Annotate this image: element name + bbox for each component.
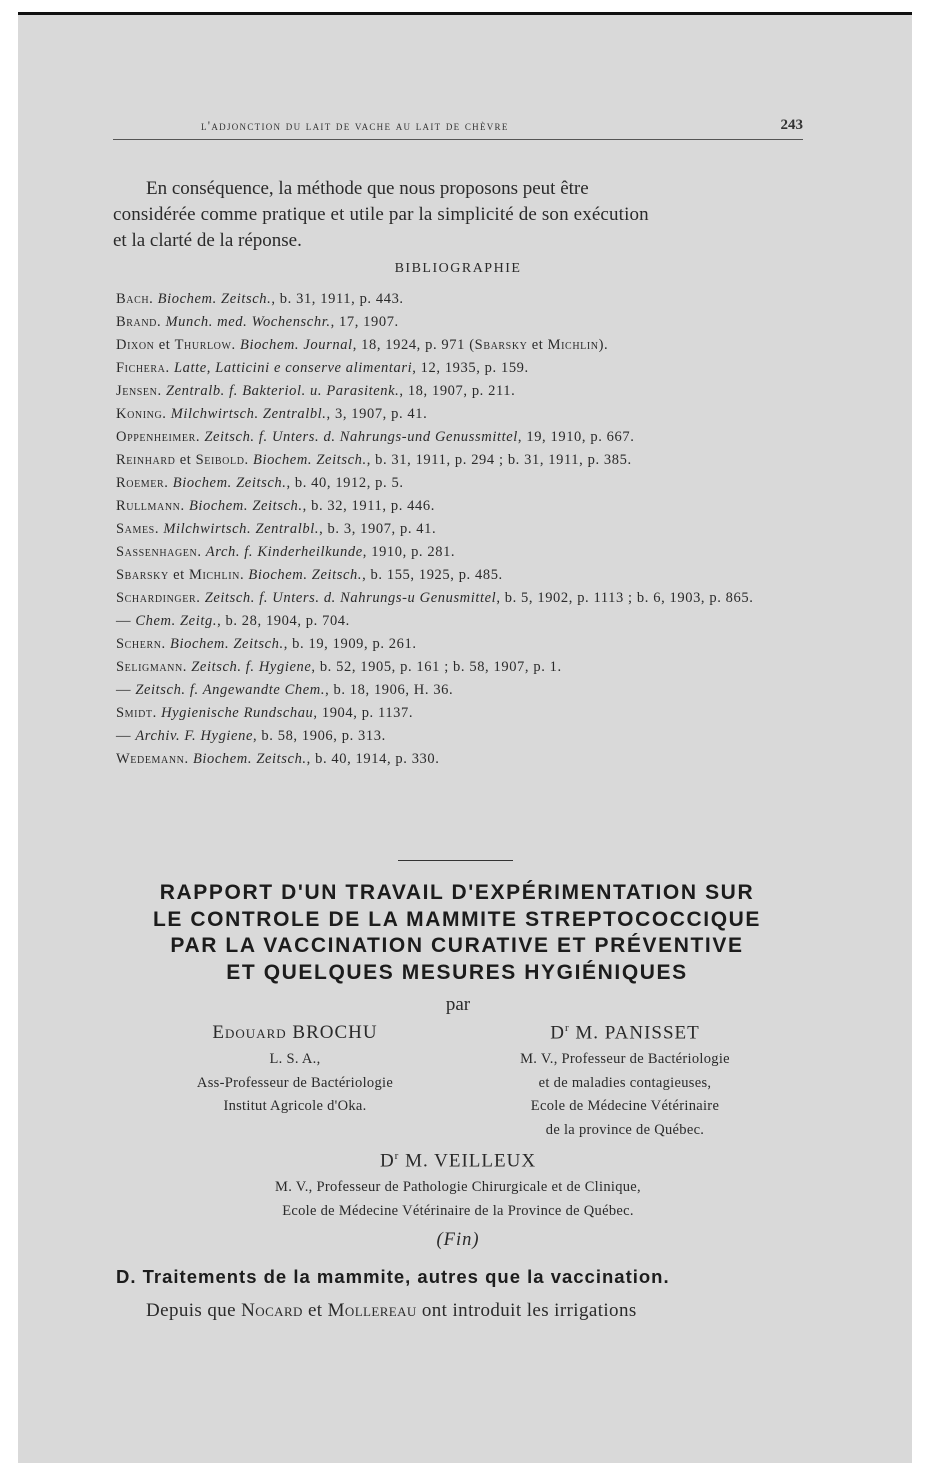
ref-journal: Hygienische Rundschau [161,705,314,721]
ref-journal: Zeitsch. f. Hygiene [191,659,312,675]
article-title [102,880,812,986]
section-divider [398,860,513,861]
bibliography-entry [116,518,816,541]
ref-details: , b. 3, 1907, p. 41. [319,521,437,537]
ref-journal: Zeitsch. f. Unters. d. Nahrungs-u Genusmittel [204,590,497,606]
ref-journal: Arch. f. Kinderheilkunde [205,544,363,560]
bibliography-entry [116,748,816,771]
bibliography-entry [116,311,816,334]
ref-details: , b. 5, 1902, p. 1113 ; b. 6, 1903, p. 865. [496,590,754,606]
ref-details: ). [598,337,609,353]
ref-author: Oppenheimer. [116,429,201,445]
intro-line-1: En conséquence, la méthode que nous proposons peut être [146,178,589,199]
ref-author: Sbarsky [474,337,528,353]
ref-author: Sbarsky [116,567,169,583]
ref-author: Dixon [116,337,155,353]
ref-details: , 1910, p. 281. [362,544,456,560]
ref-author: Brand. [116,314,162,330]
bibliography-entry [116,357,816,380]
ref-author: — [116,728,132,744]
text-segment: et [302,1300,328,1321]
ref-details: , b. 52, 1905, p. 161 ; b. 58, 1907, p. 1. [311,659,562,675]
title-line: LE CONTROLE DE LA MAMMITE STREPTOCOCCIQUE [152,907,762,931]
author-lastname: BROCHU [292,1022,378,1043]
author-name [140,1022,450,1044]
author-affiliation-line: M. V., Professeur de Pathologie Chirurgicale et de Clinique, [275,1179,641,1196]
ref-journal: Biochem. Zeitsch. [170,636,284,652]
ref-journal: Milchwirtsch. Zentralbl. [170,406,327,422]
ref-author: Fichera. [116,360,170,376]
ref-journal: Biochem. Zeitsch. [248,567,363,583]
ref-details: , 18, 1924, p. 971 ( [352,337,475,353]
ref-author: Seligmann. [116,659,188,675]
ref-author: Bach. [116,291,154,307]
author-affiliation-line: Institut Agricole d'Oka. [223,1098,367,1114]
section-heading: D. Traitements de la mammite, autres que la vaccination. [116,1266,670,1287]
ref-author: Schern. [116,636,166,652]
ref-details: , b. 28, 1904, p. 704. [217,613,350,629]
author-affiliation-line: et de maladies contagieuses, [538,1074,712,1091]
ref-details: , b. 40, 1912, p. 5. [286,475,404,491]
ref-connector: et [527,337,548,353]
ref-details: , 1904, p. 1137. [313,705,414,721]
ref-journal: Munch. med. Wochenschr. [165,314,331,330]
bibliography-entry [116,426,816,449]
ref-journal: Zeitsch. f. Unters. d. Nahrungs-und Genussmittel [204,429,518,445]
author-lastname: M. PANISSET [575,1022,700,1044]
ref-author: Sassenhagen. [116,544,202,560]
bibliography-entry [116,472,816,495]
title-line: RAPPORT D'UN TRAVAIL D'EXPÉRIMENTATION SUR [159,881,755,904]
ref-author: Michlin. [188,567,245,583]
ref-details: , 17, 1907. [330,314,399,330]
fin-label: (Fin) [436,1230,480,1250]
ref-details: , b. 19, 1909, p. 261. [283,636,417,652]
ref-details: , b. 31, 1911, p. 443. [271,291,404,307]
ref-details: , b. 31, 1911, p. 294 ; b. 31, 1911, p. 385. [366,452,632,468]
ref-details: , 18, 1907, p. 211. [399,383,516,399]
page-number: 243 [780,117,803,133]
author-prefix: D [379,1150,395,1172]
ref-author: Michlin [547,337,599,353]
ref-details: , b. 32, 1911, p. 446. [302,498,435,514]
ref-author: Jensen. [116,383,162,399]
ref-author: — [116,682,132,698]
par-label: par [445,994,471,1015]
bibliography-entry [116,564,816,587]
bibliography-list [116,288,816,771]
ref-journal: Biochem. Zeitsch. [188,498,303,514]
bibliography-entry [116,702,816,725]
author-affiliation-line: M. V., Professeur de Bactériologie [520,1051,730,1068]
ref-journal: Biochem. Zeitsch. [252,452,367,468]
ref-author: Wedemann. [116,751,189,767]
author-affiliation-line: Ecole de Médecine Vétérinaire [530,1098,720,1115]
ref-details: , b. 155, 1925, p. 485. [362,567,503,583]
bibliography-entry [116,449,816,472]
ref-connector: et [158,337,175,353]
ref-journal: Biochem. Zeitsch. [157,291,272,307]
bibliography-entry [116,679,816,702]
bibliography-entry [116,288,816,311]
ref-details: , b. 40, 1914, p. 330. [306,751,440,767]
ref-details: , b. 58, 1906, p. 313. [252,728,386,744]
ref-author: Schardinger. [116,590,201,606]
title-line: PAR LA VACCINATION CURATIVE ET PRÉVENTIVE [170,934,744,957]
ref-author: Rullmann. [116,498,185,514]
ref-connector: et [179,452,196,468]
ref-author: Thurlow. [174,337,236,353]
running-title: l'adjonction du lait de vache au lait de chèvre [201,119,509,133]
bibliography-entry [116,633,816,656]
ref-journal: Biochem. Journal [240,337,353,353]
ref-author: Roemer. [116,475,169,491]
bibliography-entry [116,380,816,403]
ref-author: — [116,613,132,629]
author-prefix: D [550,1022,565,1044]
author-firstname: Edouard [212,1022,287,1043]
author-affiliation-line: L. S. A., [269,1051,321,1067]
ref-journal: Biochem. Zeitsch. [172,475,287,491]
ref-journal: Chem. Zeitg. [135,613,218,629]
intro-line-2: considérée comme pratique et utile par la simplicité de son exécution [113,204,649,225]
ref-details: , 19, 1910, p. 667. [517,429,635,445]
bibliography-entry [116,541,816,564]
author-affiliation-line: Ass-Professeur de Bactériologie [196,1074,394,1091]
ref-author: Sames. [116,521,160,537]
ref-author: Smidt. [116,705,157,721]
ref-author: Seibold. [195,452,249,468]
author-prefix-sup: r [394,1150,400,1162]
bibliography-entry [116,334,816,357]
body-last-line [146,1300,637,1322]
bibliography-entry [116,495,816,518]
person-name: Mollereau [327,1300,417,1321]
ref-connector: et [173,567,189,583]
intro-line-3: et la clarté de la réponse. [113,230,302,251]
ref-journal: Zentralb. f. Bakteriol. u. Parasitenk. [165,383,400,399]
ref-journal: Latte, Latticini e conserve alimentari [173,360,413,376]
ref-journal: Zeitsch. f. Angewandte Chem. [135,682,326,698]
ref-author: Reinhard [116,452,176,468]
person-name: Nocard [241,1300,303,1321]
bibliography-entry [116,656,816,679]
author-veilleux [113,1150,803,1223]
author-lastname: M. VEILLEUX [405,1150,537,1172]
bibliography-entry [116,587,816,610]
author-prefix-sup: r [564,1022,570,1034]
bibliography-entry [116,403,816,426]
text-segment: Depuis que [146,1300,242,1321]
author-name [113,1150,803,1172]
bibliography-heading: BIBLIOGRAPHIE [394,261,522,276]
author-name [465,1022,785,1044]
bibliography-entry [116,610,816,633]
ref-journal: Biochem. Zeitsch. [192,751,307,767]
title-line: ET QUELQUES MESURES HYGIÉNIQUES [226,960,688,984]
text-segment: ont introduit les irrigations [416,1300,637,1321]
ref-journal: Archiv. F. Hygiene [135,728,253,744]
author-brochu [140,1022,450,1119]
ref-author: Koning. [116,406,167,422]
author-panisset [465,1022,785,1142]
bibliography-entry [116,725,816,748]
author-affiliation-line: Ecole de Médecine Vétérinaire de la Province de Québec. [282,1202,634,1219]
ref-details: , b. 18, 1906, H. 36. [325,682,454,698]
running-header [113,117,803,140]
author-affiliation-line: de la province de Québec. [545,1121,705,1138]
ref-journal: Milchwirtsch. Zentralbl. [163,521,320,537]
ref-details: , 12, 1935, p. 159. [412,360,529,376]
ref-details: , 3, 1907, p. 41. [326,406,428,422]
